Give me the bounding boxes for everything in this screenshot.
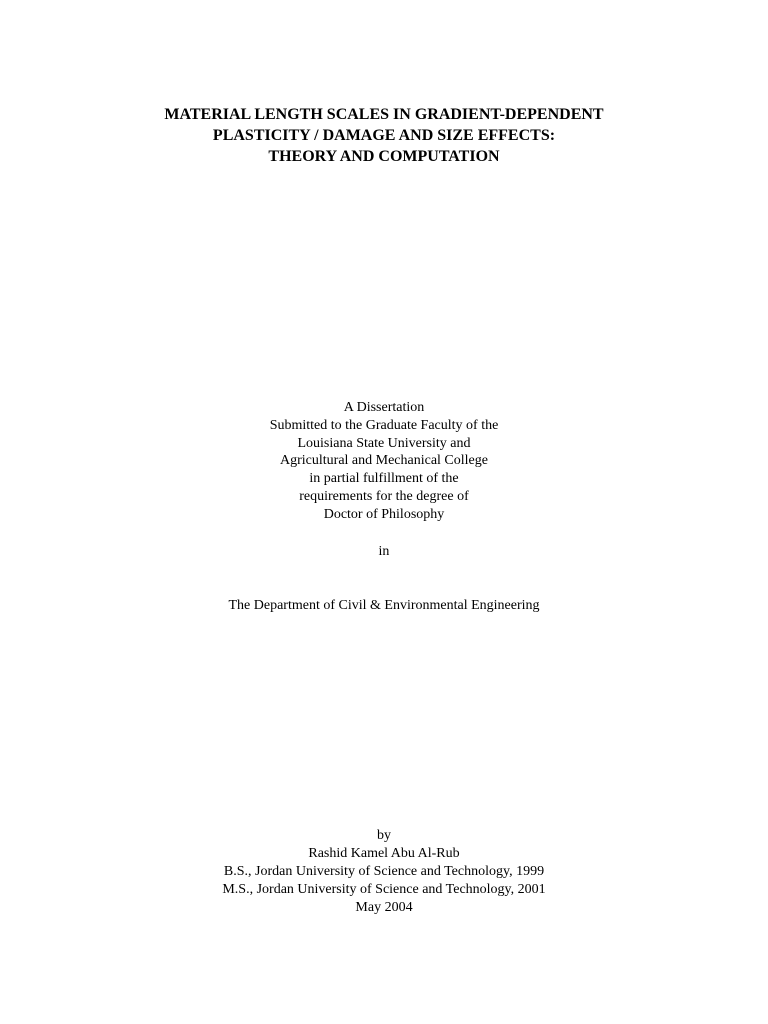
title-line-1: MATERIAL LENGTH SCALES IN GRADIENT-DEPENDENT [164,106,604,123]
submission-line-6: requirements for the degree of [299,488,469,504]
in-word: in [378,544,390,559]
author-name: Rashid Kamel Abu Al-Rub [308,846,460,861]
submission-line-4: Agricultural and Mechanical College [280,453,488,469]
department-name: The Department of Civil & Environmental Engineering [228,598,540,613]
author-block [0,827,768,917]
title-line-3: THEORY AND COMPUTATION [268,148,500,165]
by-word: by [377,828,391,843]
submission-line-2: Submitted to the Graduate Faculty of the [269,417,499,433]
title-line-2: PLASTICITY / DAMAGE AND SIZE EFFECTS: [212,127,556,144]
submission-date: May 2004 [355,900,413,915]
degree-ms: M.S., Jordan University of Science and Technology, 2001 [222,882,546,897]
submission-statement [0,399,768,524]
submission-line-1: A Dissertation [343,400,425,415]
degree-bs: B.S., Jordan University of Science and Technology, 1999 [223,864,545,879]
dissertation-title [0,104,768,167]
submission-line-3: Louisiana State University and [297,435,471,451]
submission-line-5: in partial fulfillment of the [309,471,459,487]
submission-line-7: Doctor of Philosophy [323,506,445,522]
